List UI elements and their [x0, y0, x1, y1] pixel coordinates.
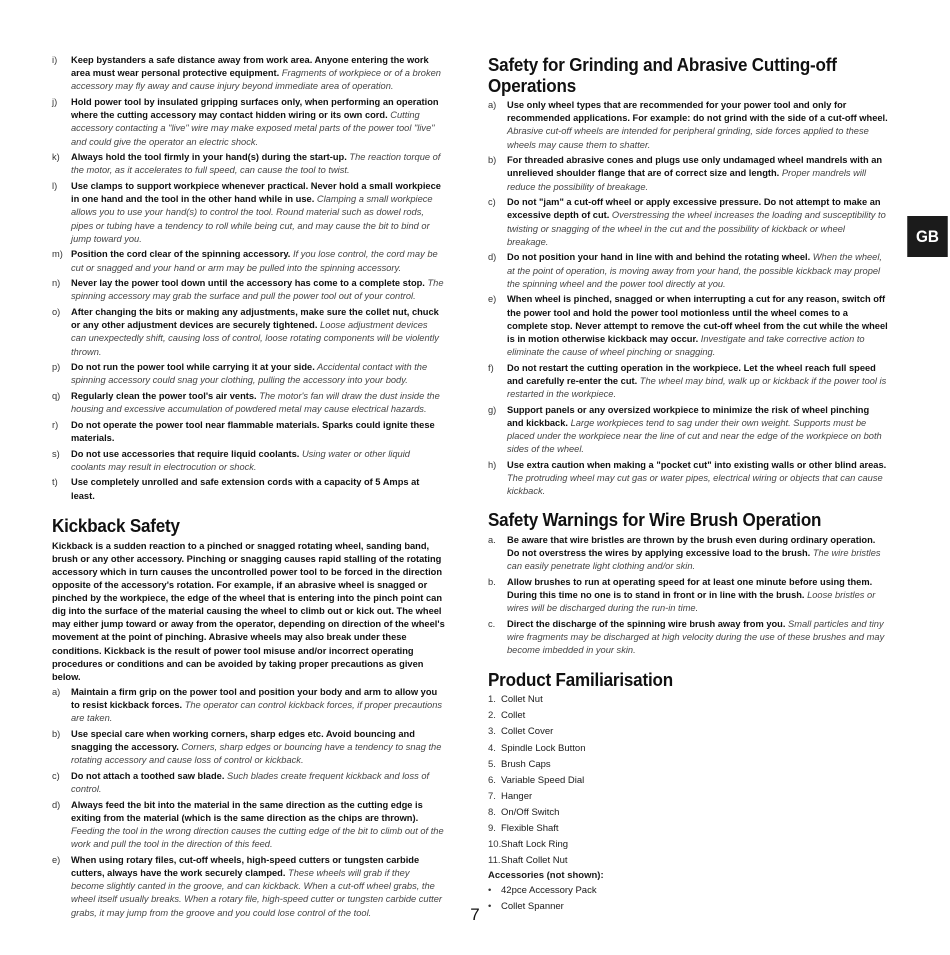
item-instruction: Use only wheel types that are recommended for your power tool and only for recommended applications. For example: do not grind with the side of a cut-off wheel. [507, 100, 888, 124]
right-column [488, 54, 888, 916]
item-instruction: Do not attach a toothed saw blade. [71, 770, 225, 781]
item-marker: m) [52, 249, 63, 260]
item-text: Shaft Lock Ring [501, 839, 569, 851]
kickback-intro: Kickback is a sudden reaction to a pinched or snagged rotating wheel, sanding band, brush or any other accessory. Pinching or snagging causes rapid stalling of the rotating accessory which in turn causes the uncontrolled power tool to be forced in the direction opposite of the accessory's rotation. For example, if an abrasive wheel is snagged or pinched by the workpiece, the edge of the wheel that is entering into the pinch point can dig into the surface of the material causing the wheel to climb out or kick out. The wheel may either jump toward or away from the operator, depending on direction of the wheel's movement at the point of pinching. Abrasive wheels may also break under these conditions. Kickback is the result of power tool misuse and/or incorrect operating procedures or conditions and can be avoided by taking proper precautions as given below. [52, 540, 445, 682]
list-item [52, 180, 445, 246]
item-instruction: Do not run the power tool while carrying it at your side. [71, 362, 315, 373]
item-instruction: After changing the bits or making any adjustments, make sure the collet nut, chuck or any other adjustment devices are securely tightened. [71, 307, 439, 331]
item-explanation: The spinning accessory may grab the surface and pull the power tool out of your control. [71, 278, 444, 302]
language-tab: GB [907, 216, 948, 257]
item-explanation: Abrasive cut-off wheels are intended for peripheral grinding, side forces applied to these wheels may cause them to shatter. [507, 126, 869, 150]
list-item [52, 770, 445, 796]
item-marker: 2. [488, 710, 496, 722]
item-explanation: The motor's fan will draw the dust inside the housing and excessive accumulation of powdered metal may cause electrical hazards. [71, 391, 440, 415]
list-item [52, 96, 445, 149]
list-item [488, 196, 888, 249]
wire-brush-heading: Safety Warnings for Wire Brush Operation [488, 508, 822, 530]
item-text: Hanger [501, 790, 533, 802]
accessories-heading: Accessories (not shown): [488, 870, 604, 882]
item-marker: i) [52, 55, 58, 65]
item-marker: j) [52, 97, 58, 107]
item-text: 42pce Accessory Pack [501, 885, 597, 897]
item-marker: 9. [488, 822, 496, 834]
item-explanation: Loose bristles or wires will be discharged during the run-in time. [507, 589, 876, 614]
item-instruction: Do not operate the power tool near flammable materials. Sparks could ignite these materials. [71, 419, 435, 443]
page-number: 7 [470, 905, 480, 924]
item-instruction: Be aware that wire bristles are thrown by the brush even during ordinary operation. Do not overstress the wires by applying excessive load to the brush. [507, 534, 876, 558]
item-instruction: Always hold the tool firmly in your hand(s) during the start-up. [71, 152, 347, 163]
item-instruction: For threaded abrasive cones and plugs use only undamaged wheel mandrels with an unrelieved shoulder flange that are of correct size and length. [507, 155, 883, 179]
item-marker: s) [52, 448, 60, 459]
list-item [488, 362, 888, 402]
item-marker: q) [52, 391, 61, 401]
list-item [488, 154, 888, 194]
list-item [488, 742, 888, 756]
list-item [488, 293, 888, 359]
item-explanation: Small particles and tiny wire fragments may be discharged at high velocity during the use of these brushes and may become imbedded in your skin. [507, 618, 885, 656]
item-instruction: Allow brushes to run at operating speed for at least one minute before using them. During this time no one is to stand in front or in line with the brush. [507, 576, 873, 600]
list-item [488, 758, 888, 772]
item-marker: l) [52, 181, 58, 191]
item-instruction: Support panels or any oversized workpiece to minimize the risk of wheel pinching and kickback. [507, 404, 870, 429]
item-instruction: Always feed the bit into the material in the same direction as the cutting edge is exiting from the material (which is the same direction as the chips are thrown). [71, 799, 423, 823]
item-marker: e) [52, 854, 61, 865]
item-instruction: Position the cord clear of the spinning accessory. [71, 249, 291, 260]
item-explanation: Overstressing the wheel increases the loading and susceptibility to twisting or snagging of the wheel in the cut and the possibility of kickback or wheel breakage. [507, 210, 886, 247]
item-explanation: Cutting accessory contacting a "live" wire may make exposed metal parts of the power tool "live" and could give the operator an electric shock. [71, 110, 435, 147]
item-explanation: If you lose control, the cord may be cut or snagged and your hand or arm may be pulled into the spinning accessory. [71, 249, 438, 273]
list-item [488, 790, 888, 804]
item-instruction: Never lay the power tool down until the accessory has come to a complete stop. [71, 278, 425, 289]
kickback-list [52, 686, 445, 920]
list-item [52, 248, 445, 274]
list-item [488, 806, 888, 820]
item-text: Variable Speed Dial [501, 774, 585, 786]
item-instruction: Do not restart the cutting operation in the workpiece. Let the wheel reach full speed and carefully re-enter the cut. [507, 362, 876, 387]
list-item [52, 686, 445, 726]
item-instruction: Use special care when working corners, sharp edges etc. Avoid bouncing and snagging the accessory. [71, 728, 415, 753]
item-marker: c) [52, 770, 60, 781]
item-text: Collet Spanner [501, 901, 564, 913]
list-item [488, 618, 888, 658]
item-instruction: When wheel is pinched, snagged or when interrupting a cut for any reason, switch off the power tool and hold the power tool motionless until the wheel comes to a complete stop. Never attempt to remove the cut-off wheel from the cut while the wheel is in motion otherwise kickback may occur. [507, 294, 888, 345]
list-item [488, 251, 888, 291]
item-instruction: Use completely unrolled and safe extension cords with a capacity of 5 Amps at least. [71, 477, 420, 501]
list-item [488, 838, 888, 852]
list-item [52, 277, 445, 303]
item-explanation: Proper mandrels will reduce the possibility of breakage. [507, 168, 867, 192]
list-item [52, 54, 445, 94]
item-instruction: Keep bystanders a safe distance away from work area. Anyone entering the work area must wear personal protective equipment. [71, 55, 429, 79]
item-instruction: Regularly clean the power tool's air vents. [71, 391, 257, 401]
item-marker: b) [52, 728, 61, 739]
item-instruction: Direct the discharge of the spinning wire brush away from you. [507, 618, 786, 629]
item-text: Flexible Shaft [501, 822, 559, 834]
item-marker: a. [488, 534, 496, 545]
item-marker: c) [488, 197, 496, 208]
item-instruction: When using rotary files, cut-off wheels, high-speed cutters or tungsten carbide cutters, always have the work securely clamped. [71, 854, 420, 879]
list-item [52, 728, 445, 768]
item-instruction: Maintain a firm grip on the power tool and position your body and arm to allow you to resist kickback forces. [71, 686, 438, 711]
item-explanation: Loose adjustment devices can unexpectedly shift, causing loss of control, loose rotating components will be violently thrown. [71, 320, 439, 357]
item-marker: 8. [488, 806, 496, 818]
item-marker: h) [488, 460, 497, 471]
item-marker: d) [488, 252, 497, 263]
list-item [52, 419, 445, 445]
item-marker: k) [52, 152, 60, 163]
item-marker: c. [488, 618, 496, 629]
item-explanation: The protruding wheel may cut gas or water pipes, electrical wiring or objects that can cause kickback. [507, 473, 883, 497]
list-item [488, 459, 888, 499]
item-marker: 11. [488, 855, 501, 867]
item-marker: • [488, 901, 492, 913]
item-explanation: These wheels will grab if they become slightly canted in the groove, and can kickback. When a cut-off wheel grabs, the wheel itself usually breaks. When a rotary file, high-speed cutter or tungsten carbide cutter grabs, it may jump from the groove and you could lose control of the tool. [71, 868, 443, 918]
item-text: Shaft Collet Nut [501, 855, 568, 867]
item-marker: b) [488, 155, 497, 166]
list-item [52, 151, 445, 177]
item-marker: 7. [488, 790, 496, 802]
item-marker: e) [488, 294, 497, 305]
item-marker: 6. [488, 774, 496, 786]
item-marker: b. [488, 576, 496, 587]
item-marker: t) [52, 477, 58, 488]
item-text: Spindle Lock Button [501, 742, 586, 754]
item-marker: 10. [488, 839, 502, 851]
item-text: Collet Cover [501, 726, 554, 738]
item-marker: 5. [488, 758, 496, 770]
item-text: Collet Nut [501, 694, 543, 706]
item-text: Brush Caps [501, 758, 551, 770]
list-item [488, 822, 888, 836]
item-explanation: The reaction torque of the motor, as it accelerates to full speed, can cause the tool to twist. [71, 152, 441, 176]
list-item [52, 390, 445, 416]
item-marker: a) [52, 686, 61, 697]
item-marker: • [488, 885, 492, 897]
item-explanation: When the wheel, at the point of operation, is moving away from your hand, the possible kickback may propel the spinning wheel and the power tool directly at you. [507, 252, 883, 289]
list-item [488, 576, 888, 616]
item-marker: f) [488, 362, 494, 373]
list-item [488, 693, 888, 707]
item-marker: n) [52, 278, 61, 289]
item-explanation: Accidental contact with the spinning accessory could snag your clothing, pulling the accessory into your body. [71, 362, 428, 386]
list-item [52, 448, 445, 474]
list-item [52, 476, 445, 502]
safety-list-continued [52, 54, 445, 503]
item-instruction: Do not use accessories that require liquid coolants. [71, 448, 300, 459]
list-item [52, 799, 445, 852]
item-instruction: Do not "jam" a cut-off wheel or apply excessive pressure. Do not attempt to make an excessive depth of cut. [507, 197, 881, 221]
item-explanation: Feeding the tool in the wrong direction causes the cutting edge of the bit to climb out of the work and pull the tool in the direction of this feed. [71, 826, 444, 850]
item-marker: g) [488, 404, 497, 415]
list-item [488, 709, 888, 723]
item-explanation: The operator can control kickback forces, if proper precautions are taken. [71, 700, 443, 724]
list-item [488, 884, 888, 898]
item-marker: p) [52, 362, 61, 373]
item-explanation: Corners, sharp edges or bouncing have a tendency to snag the rotating accessory and cause loss of control or kickback. [71, 742, 442, 766]
item-explanation: The wheel may bind, walk up or kickback if the power tool is restarted in the workpiece. [507, 376, 887, 400]
list-item [52, 361, 445, 387]
product-heading: Product Familiarisation [488, 669, 673, 691]
list-item [488, 774, 888, 788]
list-item [488, 725, 888, 739]
item-explanation: Using water or other liquid coolants may result in electrocution or shock. [71, 448, 410, 472]
grinding-list [488, 99, 888, 499]
item-explanation: Large workpieces tend to sag under their own weight. Supports must be placed under the workpiece near the line of cut and near the edge of the workpiece on both sides of the wheel. [507, 418, 882, 455]
item-marker: r) [52, 419, 59, 430]
item-explanation: Investigate and take corrective action to eliminate the cause of wheel pinching or snagging. [507, 334, 865, 358]
left-column [52, 54, 445, 922]
wire-brush-list [488, 534, 888, 658]
list-item [488, 404, 888, 457]
list-item [488, 534, 888, 574]
list-item [488, 99, 888, 152]
list-item [488, 854, 888, 868]
parts-list [488, 693, 888, 867]
item-marker: 1. [488, 694, 496, 706]
grinding-heading: Safety for Grinding and Abrasive Cutting-off Operations [488, 54, 837, 96]
item-explanation: Clamping a small workpiece allows you to use your hand(s) to control the tool. Round material such as dowel rods, pipes or tubing have a tendency to roll while being cut, and may cause the bit to bind or jump toward you. [71, 194, 433, 244]
item-text: On/Off Switch [501, 806, 560, 818]
item-text: Collet [501, 710, 526, 722]
list-item [52, 306, 445, 359]
item-instruction: Use clamps to support workpiece whenever practical. Never hold a small workpiece in one hand and the tool in the other hand while in use. [71, 181, 441, 205]
item-instruction: Use extra caution when making a "pocket cut" into existing walls or other blind areas. [507, 460, 887, 471]
item-marker: a) [488, 100, 497, 110]
item-explanation: Fragments of workpiece or of a broken accessory may fly away and cause injury beyond immediate area of operation. [71, 68, 441, 92]
item-explanation: Such blades create frequent kickback and loss of control. [71, 770, 430, 795]
item-marker: o) [52, 307, 61, 317]
item-instruction: Hold power tool by insulated gripping surfaces only, when performing an operation where the cutting accessory may contact hidden wiring or its own cord. [71, 97, 439, 121]
item-marker: 3. [488, 726, 496, 738]
item-marker: d) [52, 799, 61, 810]
item-explanation: The wire bristles can easily penetrate light clothing and/or skin. [507, 547, 881, 572]
kickback-heading: Kickback Safety [52, 514, 180, 536]
item-instruction: Do not position your hand in line with and behind the rotating wheel. [507, 252, 811, 263]
item-marker: 4. [488, 742, 496, 754]
